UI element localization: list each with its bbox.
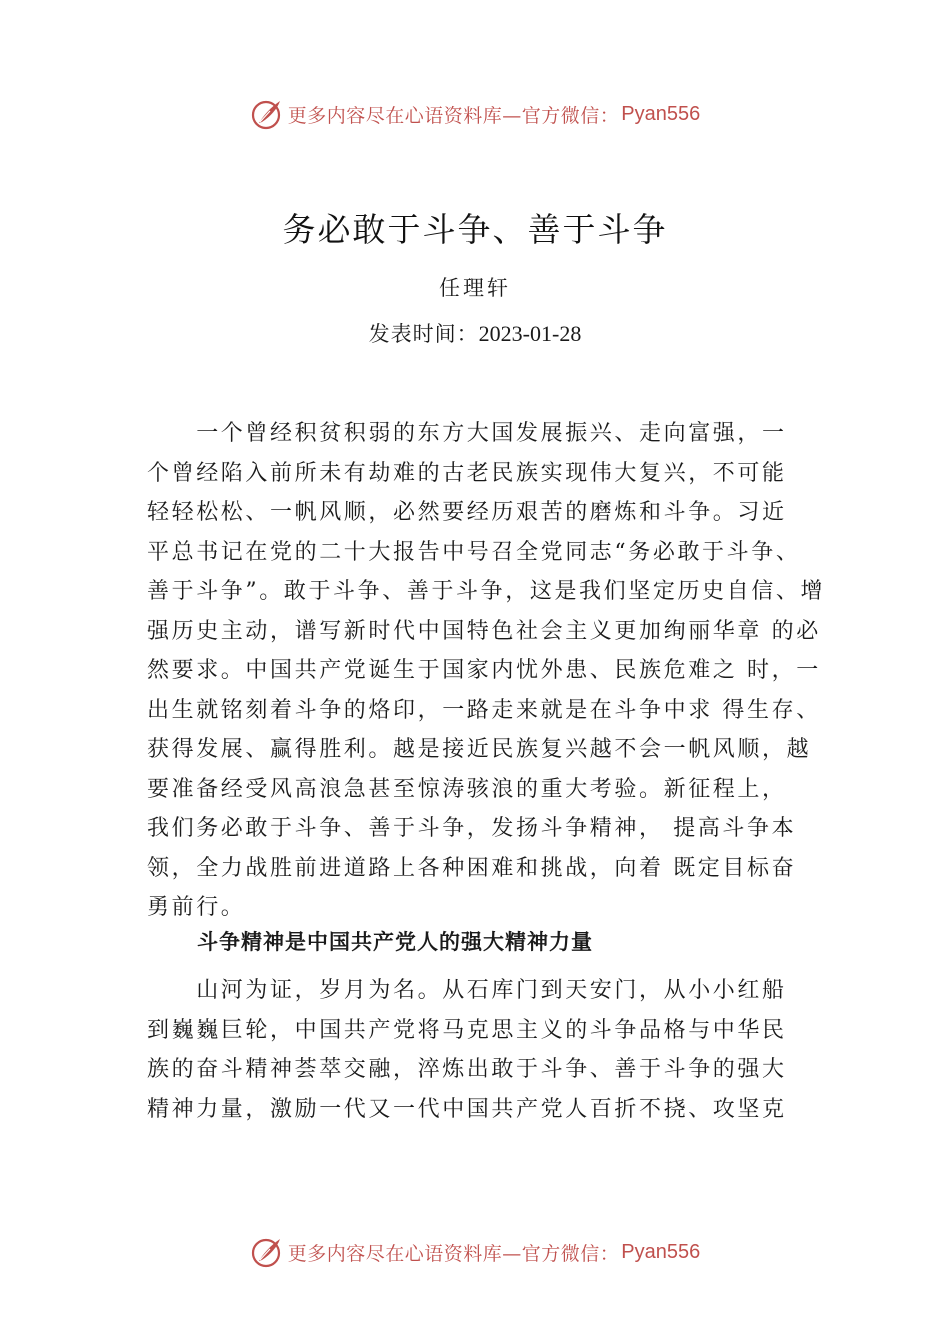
article-title: 务必敢于斗争、善于斗争 xyxy=(282,210,668,249)
banner-text: 更多内容尽在心语资料库—官方微信： xyxy=(287,104,620,127)
date-label: 发表时间： xyxy=(368,322,479,346)
date-value: 2023-01-28 xyxy=(478,321,582,346)
text-line: 要准备经受风高浪急甚至惊涛骇浪的重大考验。新征程上， xyxy=(147,776,787,802)
footer-banner xyxy=(0,1232,950,1272)
article-date xyxy=(0,318,950,348)
banner-text: 更多内容尽在心语资料库—官方微信： xyxy=(287,1242,620,1265)
text-line: 轻轻松松、一帆风顺，必然要经历艰苦的磨炼和斗争。习近 xyxy=(147,500,787,525)
banner-wechat-id: Pyan556 xyxy=(621,102,701,125)
text-line: 然要求。中国共产党诞生于国家内忧外患、民族危难之 时，一 xyxy=(147,658,821,683)
text-line: 到巍巍巨轮，中国共产党将马克思主义的斗争品格与中华民 xyxy=(147,1017,787,1043)
section-heading: 斗争精神是中国共产党人的强大精神力量 xyxy=(197,930,593,954)
quill-logo-icon xyxy=(250,1235,284,1269)
text-line: 善于斗争”。敢于斗争、善于斗争，这是我们坚定历史自信、增 xyxy=(147,579,826,604)
text-line: 一个曾经积贫积弱的东方大国发展振兴、走向富强，一 xyxy=(147,421,787,446)
paragraph-1 xyxy=(147,414,837,928)
header-banner xyxy=(0,94,950,134)
text-line: 我们务必敢于斗争、善于斗争，发扬斗争精神， 提高斗争本 xyxy=(147,816,797,841)
text-line: 个曾经陷入前所未有劫难的古老民族实现伟大复兴，不可能 xyxy=(147,460,787,486)
text-line: 获得发展、赢得胜利。越是接近民族复兴越不会一帆风顺，越 xyxy=(147,737,812,762)
text-line: 出生就铭刻着斗争的烙印，一路走来就是在斗争中求 得生存、 xyxy=(147,697,821,723)
text-line: 勇前行。 xyxy=(147,895,246,920)
banner-wechat-id: Pyan556 xyxy=(621,1240,701,1263)
quill-logo-icon xyxy=(250,97,284,131)
paragraph-2 xyxy=(147,971,837,1129)
text-line: 领，全力战胜前进道路上各种困难和挑战，向着 既定目标奋 xyxy=(147,855,797,881)
article-author: 任理轩 xyxy=(439,276,511,300)
text-line: 精神力量，激励一代又一代中国共产党人百折不挠、攻坚克 xyxy=(147,1096,787,1122)
text-line: 平总书记在党的二十大报告中号召全党同志“务必敢于斗争、 xyxy=(147,539,801,565)
text-line: 强历史主动，谱写新时代中国特色社会主义更加绚丽华章 的必 xyxy=(147,618,821,644)
text-line: 族的奋斗精神荟萃交融，淬炼出敢于斗争、善于斗争的强大 xyxy=(147,1057,787,1082)
text-line: 山河为证，岁月为名。从石库门到天安门，从小小红船 xyxy=(147,978,787,1003)
